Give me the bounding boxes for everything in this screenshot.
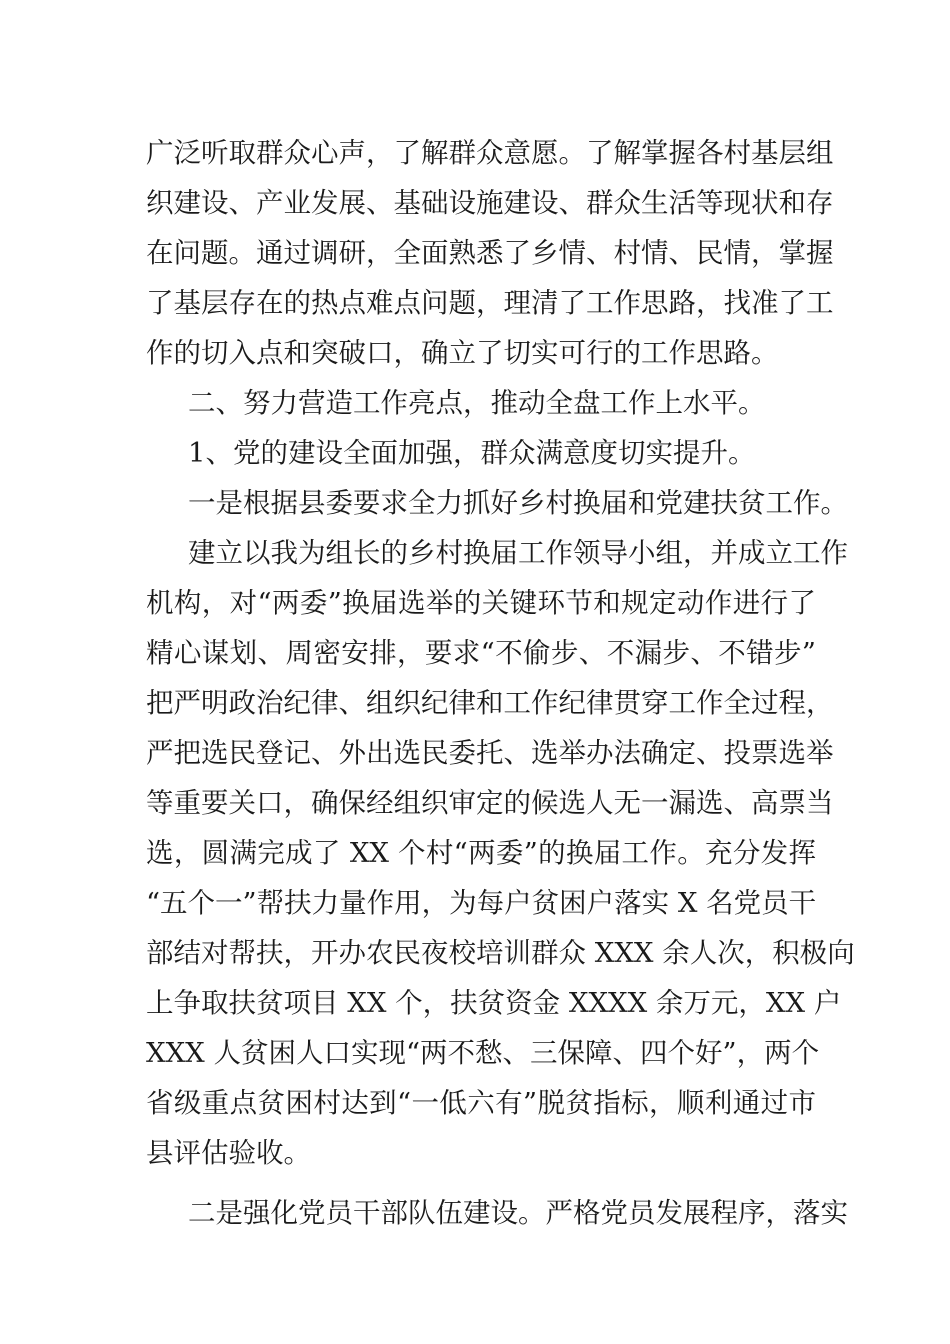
subsection-heading: 1、党的建设全面加强，群众满意度切实提升。 [188, 437, 756, 469]
text-line: 县评估验收。 [146, 1137, 311, 1169]
text-line: XXX 人贫困人口实现“两不愁、三保障、四个好”，两个 [146, 1037, 820, 1069]
text-line: 选，圆满完成了 XX 个村“两委”的换届工作。充分发挥 [146, 837, 816, 869]
text-line: 省级重点贫困村达到“一低六有”脱贫指标，顺利通过市 [146, 1087, 816, 1119]
text-line: 广泛听取群众心声，了解群众意愿。了解掌握各村基层组 [146, 137, 834, 169]
text-line: 上争取扶贫项目 XX 个，扶贫资金 XXXX 余万元，XX 户 [146, 987, 842, 1019]
text-line: 严把选民登记、外出选民委托、选举办法确定、投票选举 [146, 737, 834, 769]
text-line: 了基层存在的热点难点问题，理清了工作思路，找准了工 [146, 287, 834, 319]
text-line: 等重要关口，确保经组织审定的候选人无一漏选、高票当 [146, 787, 834, 819]
text-line: 把严明政治纪律、组织纪律和工作纪律贯穿工作全过程， [146, 687, 834, 719]
text-line: 二是强化党员干部队伍建设。严格党员发展程序，落实 [188, 1197, 848, 1229]
text-line: 建立以我为组长的乡村换届工作领导小组，并成立工作 [188, 537, 848, 569]
text-line: 在问题。通过调研，全面熟悉了乡情、村情、民情，掌握 [146, 237, 834, 269]
section-heading: 二、努力营造工作亮点，推动全盘工作上水平。 [188, 387, 766, 419]
text-line: “五个一”帮扶力量作用，为每户贫困户落实 X 名党员干 [146, 887, 817, 919]
text-line: 织建设、产业发展、基础设施建设、群众生活等现状和存 [146, 187, 834, 219]
text-line: 作的切入点和突破口，确立了切实可行的工作思路。 [146, 337, 779, 369]
text-line: 机构，对“两委”换届选举的关键环节和规定动作进行了 [146, 587, 816, 619]
text-line: 一是根据县委要求全力抓好乡村换届和党建扶贫工作。 [188, 487, 848, 519]
text-line: 部结对帮扶，开办农民夜校培训群众 XXX 余人次，积极向 [146, 937, 855, 969]
text-line: 精心谋划、周密安排，要求“不偷步、不漏步、不错步” [146, 637, 816, 669]
